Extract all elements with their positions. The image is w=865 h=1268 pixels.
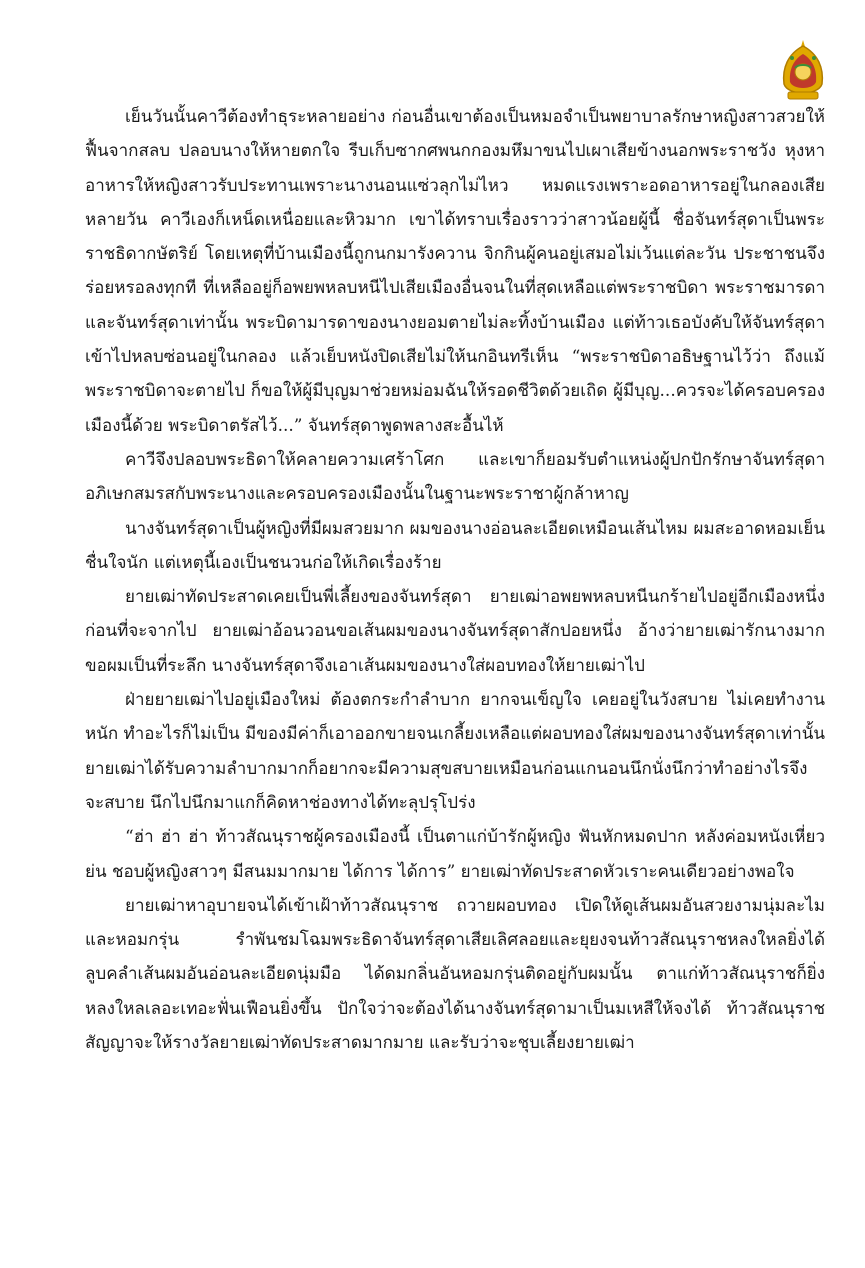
royal-crest-icon bbox=[778, 38, 828, 104]
paragraph: ยายเฒ่าหาอุบายจนได้เข้าเฝ้าท้าวสัณนุราช ถวายผอบทอง เปิดให้ดูเส้นผมอันสวยงามนุ่มละไมและหอมกรุ่น รำพันชมโฉมพระธิดาจันทร์สุดาเสียเลิศลอยและยุยงจนท้าวสัณนุราชหลงใหลยิ่งได้ลูบคลำเส้นผมอันอ่อนละเอียดนุ่มมือ ได้ดมกลิ่นอันหอมกรุ่นติดอยู่กับผมนั้น ตาแก่ท้าวสัณนุราชก็ยิ่งหลงใหลเลอะเทอะฟั่นเฟือนยิ่งขึ้น ปักใจว่าจะต้องได้นางจันทร์สุดามาเป็นมเหสีให้จงได้ ท้าวสัณนุราชสัญญาจะให้รางวัลยายเฒ่าทัดประสาดมากมาย และรับว่าจะชุบเลี้ยงยายเฒ่า bbox=[85, 895, 825, 1054]
paragraph: ฝ่ายยายเฒ่าไปอยู่เมืองใหม่ ต้องตกระกำลำบาก ยากจนเข็ญใจ เคยอยู่ในวังสบาย ไม่เคยทำงานหนัก ทำอะไรก็ไม่เป็น มีของมีค่าก็เอาออกขายจนเกลี้ยงเหลือแต่ผอบทองใส่ผมของนางจันทร์สุดาเท่านั้น ยายเฒ่าได้รับความลำบากมากก็อยากจะมีความสุขสบายเหมือนก่อนแกนอนนึกนั่งนึกว่าทำอย่างไรจึงจะสบาย นึกไปนึกมาแกก็คิดหาช่องทางได้ทะลุปรุโปร่ง bbox=[85, 690, 825, 813]
paragraph: นางจันทร์สุดาเป็นผู้หญิงที่มีผมสวยมาก ผมของนางอ่อนละเอียดเหมือนเส้นไหม ผมสะอาดหอมเย็นชื่นใจนัก แต่เหตุนี้เองเป็นชนวนก่อให้เกิดเรื่องร้าย bbox=[85, 518, 825, 573]
paragraph: คาวีจึงปลอบพระธิดาให้คลายความเศร้าโศก และเขาก็ยอมรับตำแหน่งผู้ปกปักรักษาจันทร์สุดา อภิเษกสมรสกับพระนางและครอบครองเมืองนั้นในฐานะพระราชาผู้กล้าหาญ bbox=[85, 449, 825, 505]
paragraph: ยายเฒ่าทัดประสาดเคยเป็นพี่เลี้ยงของจันทร์สุดา ยายเฒ่าอพยพหลบหนีนกร้ายไปอยู่อีกเมืองหนึ่ง ก่อนที่จะจากไป ยายเฒ่าอ้อนวอนขอเส้นผมของนางจันทร์สุดาสักปอยหนึ่ง อ้างว่ายายเฒ่ารักนางมากขอผมเป็นที่ระลึก นางจันทร์สุดาจึงเอาเส้นผมของนางใส่ผอบทองให้ยายเฒ่าไป bbox=[85, 587, 825, 676]
paragraph: “ฮ่า ฮ่า ฮ่า ท้าวสัณนุราชผู้ครองเมืองนี้ เป็นตาแก่บ้ารักผู้หญิง ฟันหักหมดปาก หลังค่อมหนังเหี่ยวย่น ชอบผู้หญิงสาวๆ มีสนมมากมาย ได้การ ได้การ” ยายเฒ่าทัดประสาดหัวเราะคนเดียวอย่างพอใจ bbox=[85, 827, 825, 882]
paragraph: เย็นวันนั้นคาวีต้องทำธุระหลายอย่าง ก่อนอื่นเขาต้องเป็นหมอจำเป็นพยาบาลรักษาหญิงสาวสวยให้ฟื้นจากสลบ ปลอบนางให้หายตกใจ รีบเก็บซากศพนกกองมหึมาขนไปเผาเสียข้างนอกพระราชวัง หุงหาอาหารให้หญิงสาวรับประทานเพราะนางนอนแซ่วลุกไม่ไหว หมดแรงเพราะอดอาหารอยู่ในกลองเสียหลายวัน คาวีเองก็เหน็ดเหนื่อยและหิวมาก เขาได้ทราบเรื่องราวว่าสาวน้อยผู้นี้ ชื่อจันทร์สุดาเป็นพระราชธิดากษัตริย์ โดยเหตุที่บ้านเมืองนี้ถูกนกมารังควาน จิกกินผู้คนอยู่เสมอไม่เว้นแต่ละวัน ประชาชนจึงร่อยหรอลงทุกที ที่เหลืออยู่ก็อพยพหลบหนีไปเสียเมืองอื่นจนในที่สุดเหลือแต่พระราชบิดา พระราชมารดา และจันทร์สุดาเท่านั้น พระบิดามารดาของนางยอมตายไม่ละทิ้งบ้านเมือง แต่ท้าวเธอบังคับให้จันทร์สุดาเข้าไปหลบซ่อนอยู่ในกลอง แล้วเย็บหนังปิดเสียไม่ให้นกอินทรีเห็น “พระราชบิดาอธิษฐานไว้ว่า ถึงแม้พระราชบิดาจะตายไป ก็ขอให้ผู้มีบุญมาช่วยหม่อมฉันให้รอดชีวิตด้วยเถิด ผู้มีบุญ...ควรจะได้ครอบครองเมืองนี้ด้วย พระบิดาตรัสไว้...” จันทร์สุดาพูดพลางสะอื้นไห้ bbox=[85, 107, 825, 436]
document-body bbox=[85, 100, 825, 1060]
